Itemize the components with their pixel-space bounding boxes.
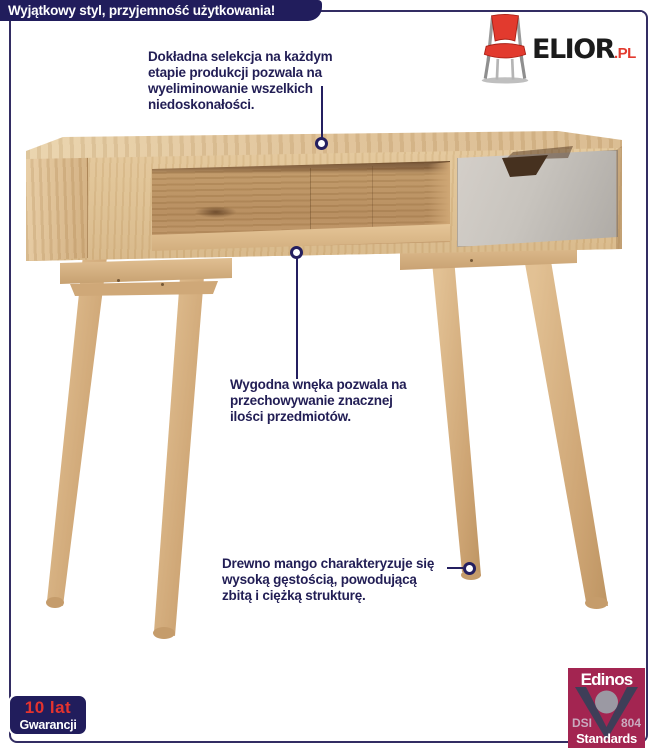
niche-wood-knot: [195, 206, 237, 218]
screw-dot: [117, 279, 120, 282]
warranty-badge: [8, 694, 88, 736]
warranty-years: 10 lat: [24, 698, 72, 717]
annotation-line: wyeliminowanie wszelkich: [148, 81, 313, 96]
niche-board-seam: [372, 166, 373, 230]
annotation-line: zbitą i ciężką strukturę.: [222, 588, 366, 603]
warranty-label: Gwarancji: [19, 718, 77, 732]
desk-left-end-face: [26, 148, 88, 261]
annotation-niche: [230, 377, 407, 425]
annotation-line: przechowywanie znacznej: [230, 393, 393, 408]
headline-banner: [0, 0, 322, 21]
annotation-line: Drewno mango charakteryzuje się: [222, 556, 435, 571]
callout-line-wood: [447, 567, 463, 569]
annotation-wood: [222, 556, 434, 604]
annotation-line: ilości przedmiotów.: [230, 409, 351, 424]
callout-marker-niche: [290, 246, 303, 259]
annotation-line: Wygodna wnęka pozwala na: [230, 377, 407, 392]
desk-leg-front-left: [47, 255, 107, 607]
headline-text: Wyjątkowy styl, przyjemność użytkowania!: [8, 3, 276, 18]
cert-dsi-label: DSI: [572, 716, 593, 730]
cert-brand: Edinos: [580, 670, 633, 689]
callout-marker-wood: [463, 562, 476, 575]
brand-wordmark: [532, 34, 636, 65]
callout-marker-quality: [315, 137, 328, 150]
annotation-line: niedoskonałości.: [148, 97, 255, 112]
desk-leg-front-right: [524, 255, 609, 608]
desk-leg-tip: [585, 597, 608, 609]
screw-dot: [161, 283, 164, 286]
niche-board-seam: [310, 168, 311, 234]
desk-leg-tip: [46, 597, 64, 608]
certification-badge: [568, 668, 645, 748]
desk-leg-back-right: [432, 258, 482, 578]
desk-leg-back-left: [154, 263, 206, 638]
screw-dot: [470, 259, 473, 262]
desk-leg-tip: [153, 627, 175, 639]
brand-logo: [478, 12, 642, 86]
annotation-line: etapie produkcji pozwala na: [148, 65, 322, 80]
annotation-quality: [148, 49, 332, 113]
desk-right-end-strip: [616, 146, 622, 249]
cert-code-label: 804: [620, 716, 641, 730]
annotation-line: Dokładna selekcja na każdym: [148, 49, 333, 64]
red-chair-icon: [478, 14, 532, 84]
annotation-line: wysoką gęstością, powodującą: [222, 572, 417, 587]
cert-standards-label: Standards: [576, 731, 637, 746]
brand-name: ELIOR: [532, 33, 614, 65]
brand-tld: .PL: [613, 44, 636, 62]
desk-corner-edge: [87, 151, 88, 258]
callout-line-niche: [296, 258, 298, 379]
